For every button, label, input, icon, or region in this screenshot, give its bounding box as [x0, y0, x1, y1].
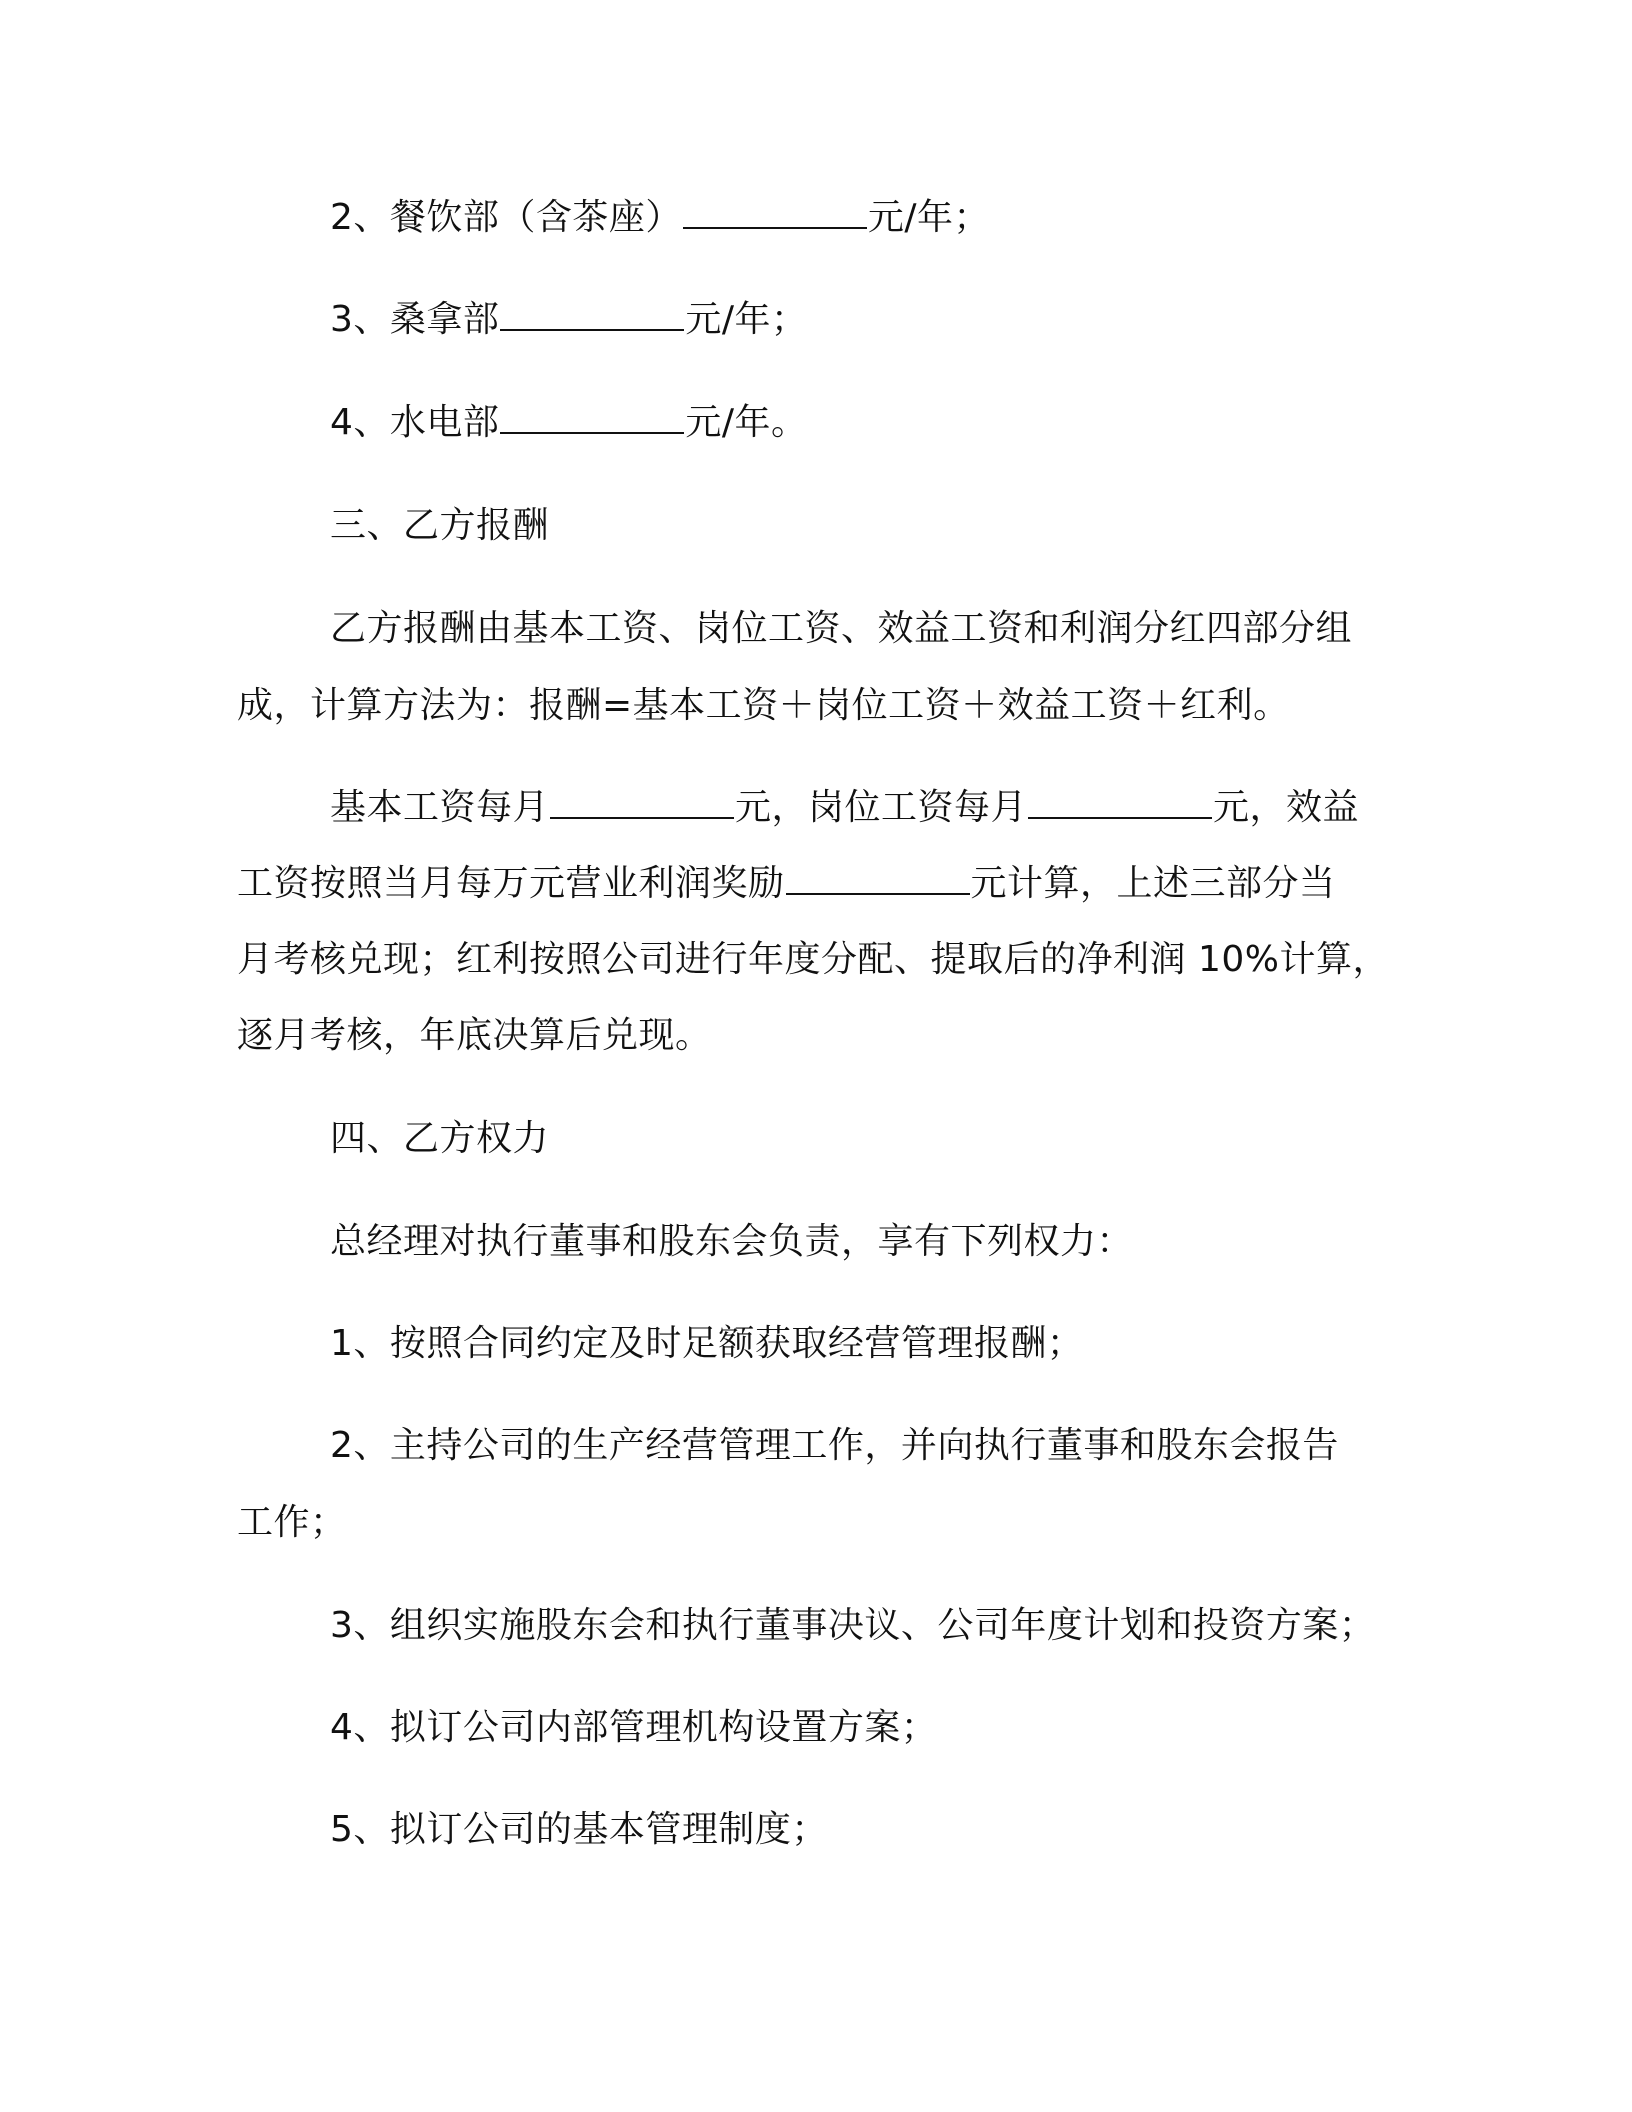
bonus-rate-suffix: 元计算，上述三部分当	[970, 863, 1336, 904]
salary-paragraph-line-2	[237, 862, 1336, 906]
catering-label: 2、餐饮部（含茶座）	[330, 197, 682, 238]
base-salary-label: 基本工资每月	[330, 787, 550, 828]
authority-item-5: 5、拟订公司的基本管理制度；	[330, 1809, 828, 1850]
utilities-amount-blank	[500, 402, 684, 434]
authority-item-1: 1、按照合同约定及时足额获取经营管理报酬；	[330, 1323, 1084, 1364]
revenue-line-sauna	[330, 298, 808, 342]
authority-item-2-line-1: 2、主持公司的生产经营管理工作，并向执行董事和股东会报告	[330, 1425, 1339, 1466]
salary-paragraph-line-3: 月考核兑现；红利按照公司进行年度分配、提取后的净利润 10%计算，	[237, 939, 1389, 980]
utilities-unit: 元/年。	[685, 402, 808, 443]
authority-intro: 总经理对执行董事和股东会负责，享有下列权力：	[330, 1221, 1134, 1262]
bonus-rate-label: 工资按照当月每万元营业利润奖励	[237, 863, 785, 904]
position-salary-blank	[1028, 787, 1212, 819]
catering-unit: 元/年；	[867, 197, 991, 238]
salary-paragraph-line-4: 逐月考核，年底决算后兑现。	[237, 1015, 712, 1056]
remuneration-paragraph-line-1: 乙方报酬由基本工资、岗位工资、效益工资和利润分红四部分组	[330, 608, 1353, 649]
remuneration-paragraph-line-2: 成，计算方法为：报酬=基本工资＋岗位工资＋效益工资＋红利。	[237, 685, 1290, 726]
authority-item-3: 3、组织实施股东会和执行董事决议、公司年度计划和投资方案；	[330, 1605, 1376, 1646]
utilities-label: 4、水电部	[330, 402, 500, 443]
section-heading-authority: 四、乙方权力	[330, 1118, 550, 1159]
bonus-rate-blank	[786, 863, 970, 895]
sauna-unit: 元/年；	[685, 299, 808, 340]
authority-item-2-line-2: 工作；	[237, 1502, 347, 1543]
catering-amount-blank	[683, 197, 867, 229]
authority-item-4: 4、拟订公司内部管理机构设置方案；	[330, 1707, 938, 1748]
performance-label: 元，效益	[1213, 787, 1360, 828]
salary-paragraph-line-1	[330, 786, 1359, 830]
sauna-label: 3、桑拿部	[330, 299, 500, 340]
base-salary-blank	[550, 787, 734, 819]
revenue-line-utilities	[330, 401, 808, 445]
section-heading-remuneration: 三、乙方报酬	[330, 505, 550, 546]
sauna-amount-blank	[500, 299, 684, 331]
revenue-line-catering	[330, 196, 990, 240]
position-salary-label: 元，岗位工资每月	[735, 787, 1028, 828]
